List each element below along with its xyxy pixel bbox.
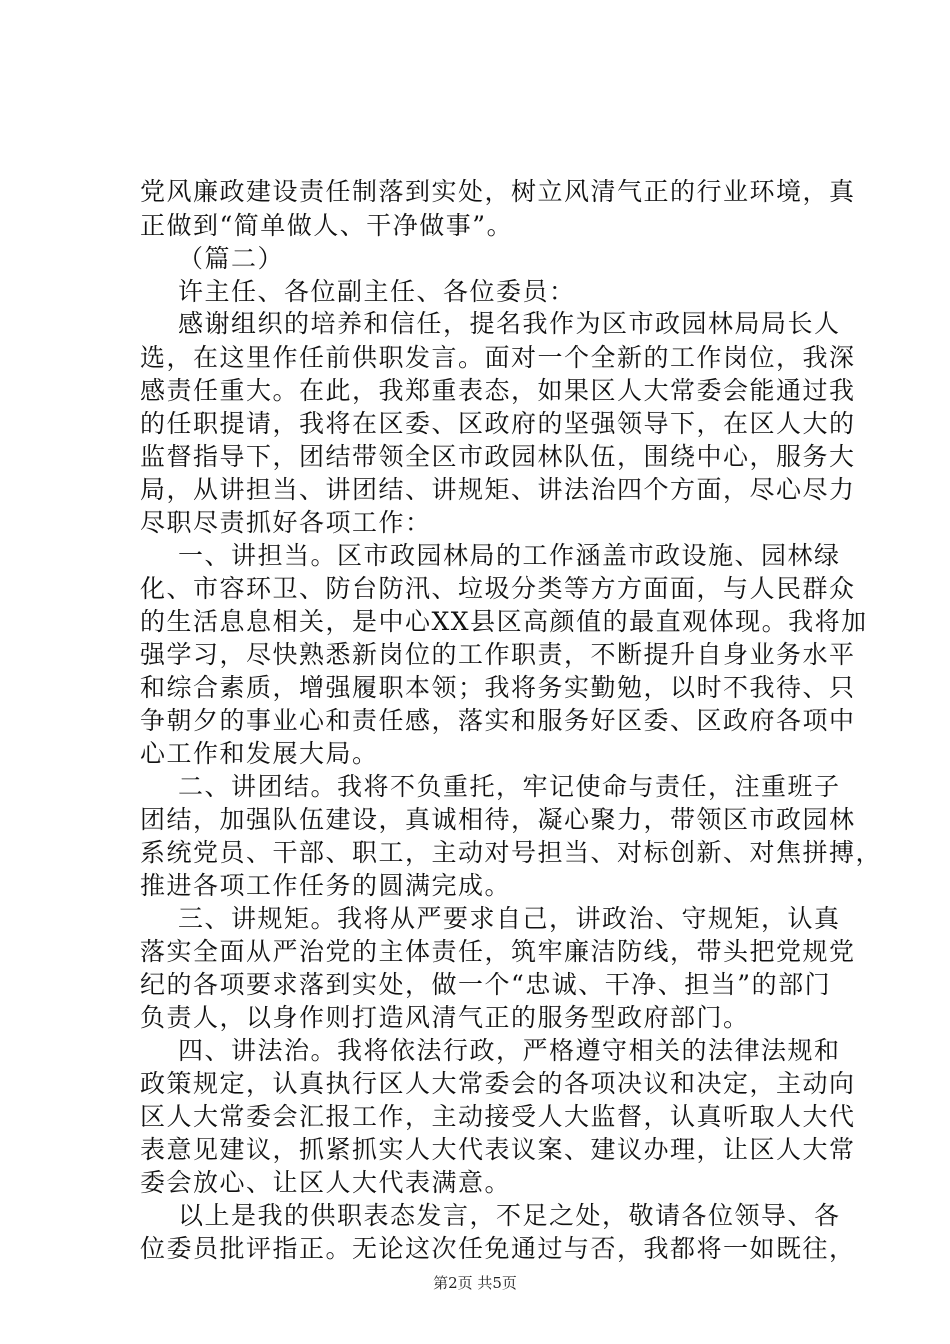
body-text-line: 党风廉政建设责任制落到实处，树立风清气正的行业环境，真 (140, 177, 856, 206)
body-text-line: 尽职尽责抓好各项工作： (140, 508, 432, 537)
body-text-line: 和综合素质，增强履职本领；我将务实勤勉，以时不我待、只 (140, 673, 856, 702)
body-text-line: 争朝夕的事业心和责任感，落实和服务好区委、区政府各项中 (140, 706, 856, 735)
body-text-line: 的任职提请，我将在区委、区政府的坚强领导下，在区人大的 (140, 409, 856, 438)
body-text-line: 感责任重大。在此，我郑重表态，如果区人大常委会能通过我 (140, 376, 856, 405)
body-text-line: 推进各项工作任务的圆满完成。 (140, 871, 512, 900)
salutation: 许主任、各位副主任、各位委员： (178, 277, 576, 306)
body-text-line: 纪的各项要求落到实处，做一个“忠诚、干净、担当”的部门 (140, 970, 832, 999)
body-text-line: 正做到“简单做人、干净做事”。 (140, 211, 514, 240)
body-text-line: 表意见建议，抓紧抓实人大代表议案、建议办理，让区人大常 (140, 1135, 856, 1164)
body-text-line: 以上是我的供职表态发言，不足之处，敬请各位领导、各 (178, 1201, 841, 1230)
body-text-line: 局，从讲担当、讲团结、讲规矩、讲法治四个方面，尽心尽力 (140, 475, 856, 504)
body-text-line: 一、讲担当。区市政园林局的工作涵盖市政设施、园林绿 (178, 541, 841, 570)
body-text-line: 政策规定，认真执行区人大常委会的各项决议和决定，主动向 (140, 1069, 856, 1098)
body-text-line: 位委员批评指正。无论这次任免通过与否，我都将一如既往， (140, 1234, 856, 1263)
section-heading: （篇二） (178, 244, 285, 273)
body-text-line: 化、市容环卫、防台防汛、垃圾分类等方方面面，与人民群众 (140, 574, 856, 603)
page-number: 第2页 共5页 (433, 1274, 517, 1292)
body-text-line: 负责人，以身作则打造风清气正的服务型政府部门。 (140, 1003, 750, 1032)
body-text-line: 团结，加强队伍建设，真诚相待，凝心聚力，带领区市政园林 (140, 805, 856, 834)
body-text-line: 感谢组织的培养和信任，提名我作为区市政园林局局长人 (178, 309, 841, 338)
body-text-line: 选，在这里作任前供职发言。面对一个全新的工作岗位，我深 (140, 343, 856, 372)
body-text-line: 的生活息息相关，是中心XX县区高颜值的最直观体现。我将加 (140, 607, 868, 636)
body-text-line: 四、讲法治。我将依法行政，严格遵守相关的法律法规和 (178, 1036, 841, 1065)
body-text-line: 监督指导下，团结带领全区市政园林队伍，围绕中心，服务大 (140, 442, 856, 471)
body-text-line: 落实全面从严治党的主体责任，筑牢廉洁防线，带头把党规党 (140, 937, 856, 966)
body-text-line: 系统党员、干部、职工，主动对号担当、对标创新、对焦拼搏， (140, 838, 883, 867)
body-text-line: 委会放心、让区人大代表满意。 (140, 1168, 512, 1197)
body-text-line: 心工作和发展大局。 (140, 739, 379, 768)
body-text-line: 二、讲团结。我将不负重托，牢记使命与责任，注重班子 (178, 772, 841, 801)
body-text-line: 三、讲规矩。我将从严要求自己，讲政治、守规矩，认真 (178, 904, 841, 933)
body-text-line: 强学习，尽快熟悉新岗位的工作职责，不断提升自身业务水平 (140, 640, 856, 669)
body-text-line: 区人大常委会汇报工作，主动接受人大监督，认真听取人大代 (140, 1102, 856, 1131)
